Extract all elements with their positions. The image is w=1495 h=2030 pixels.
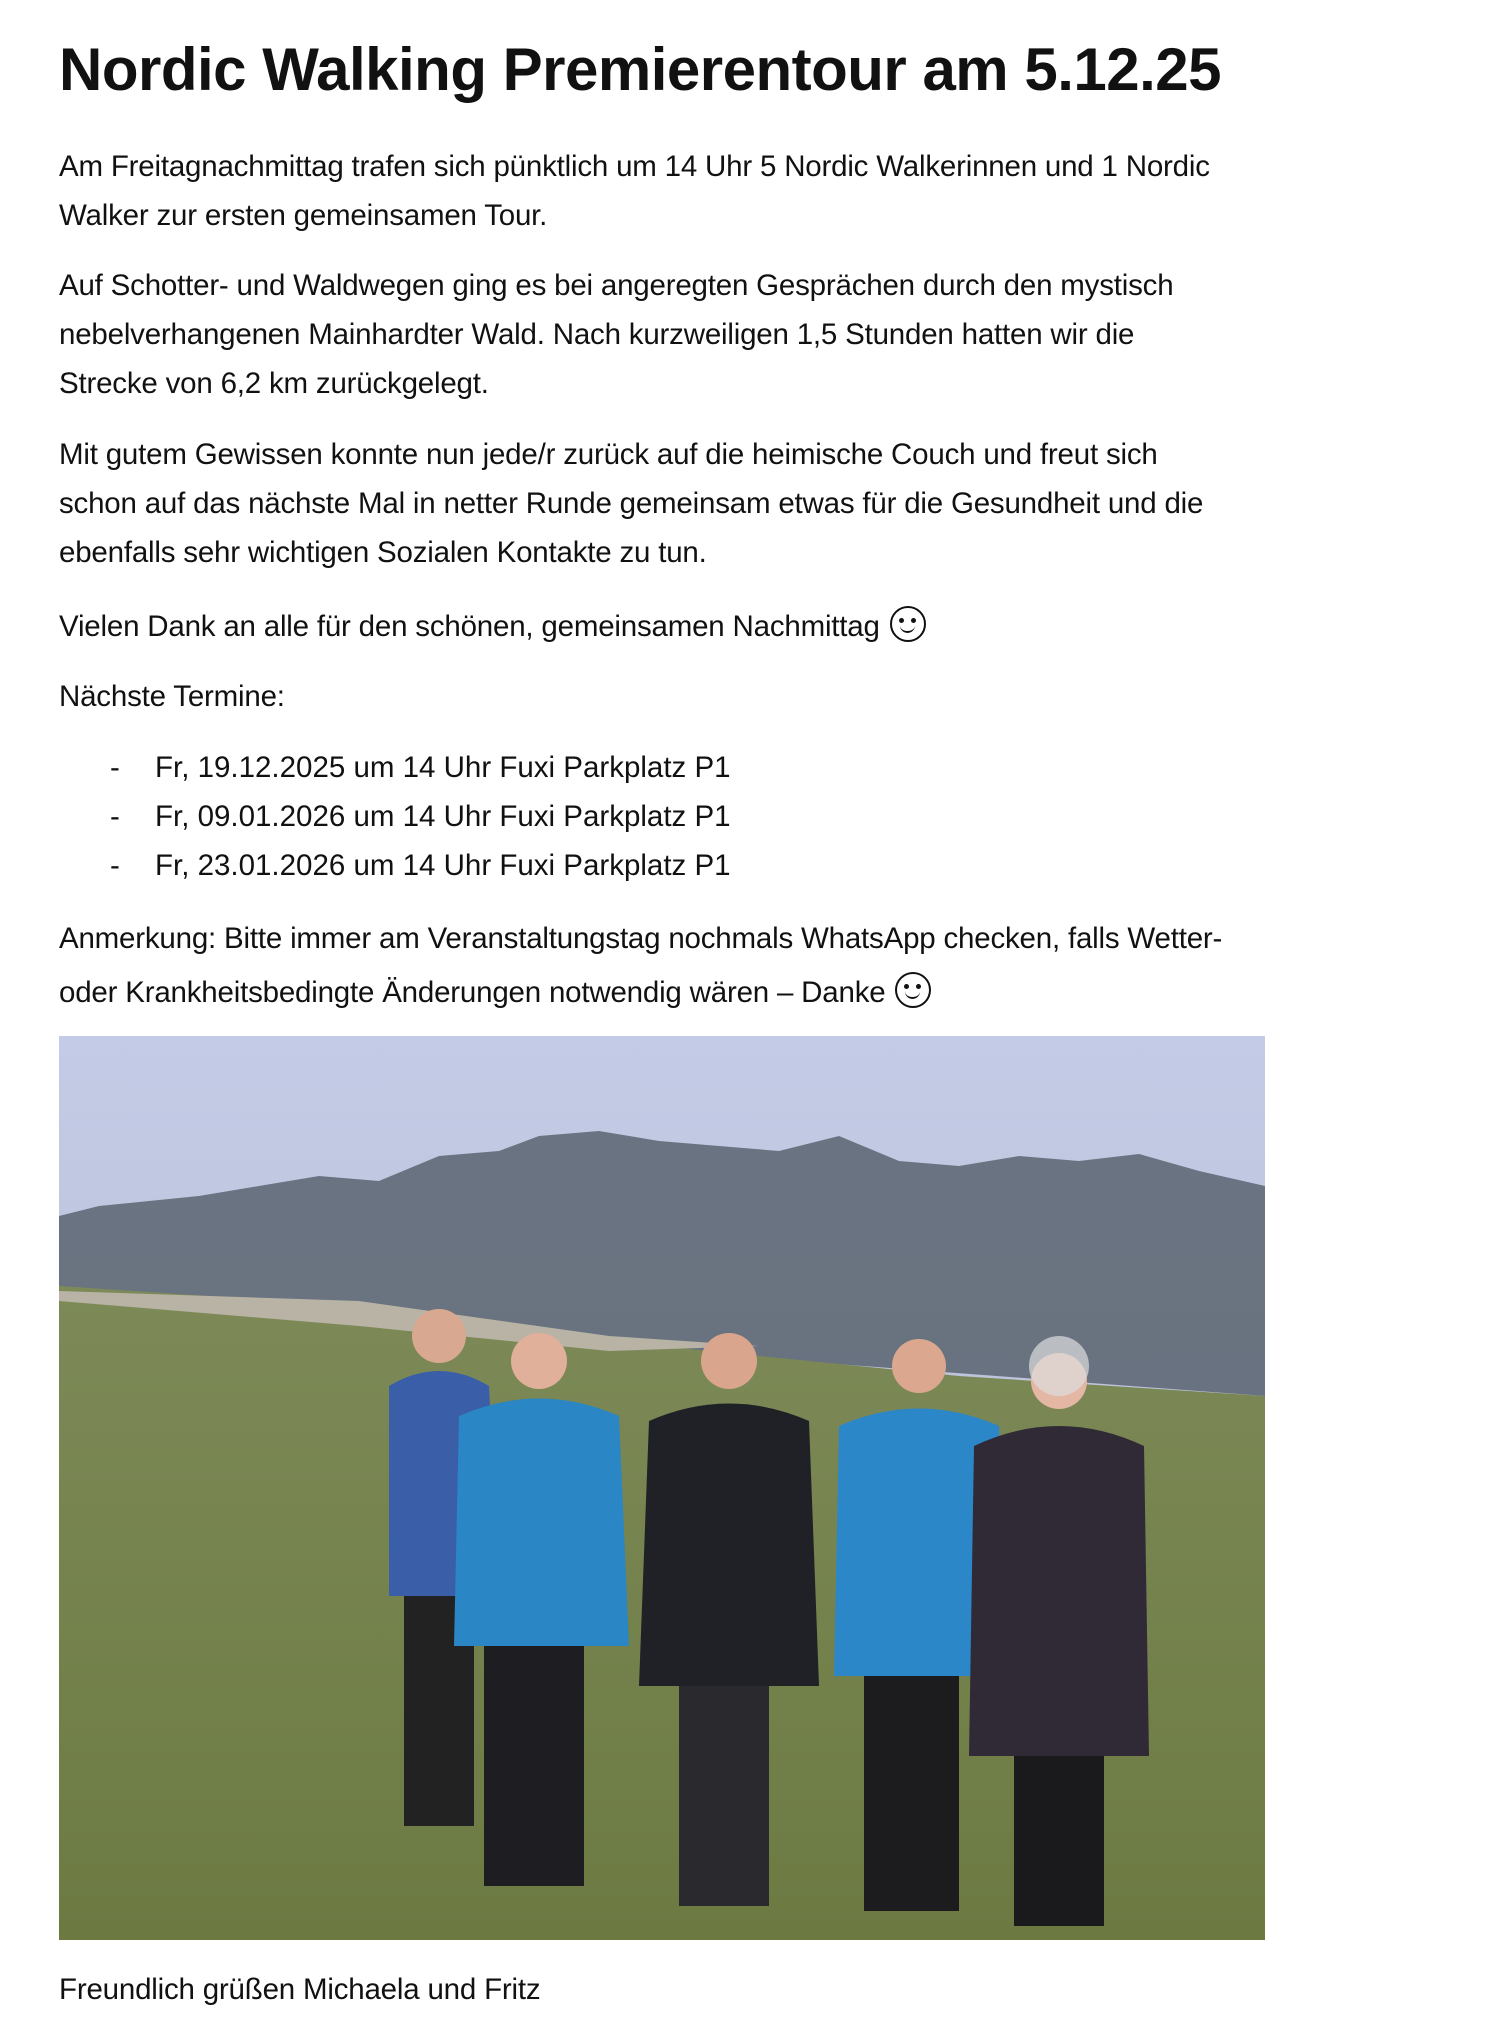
bullet: - <box>110 849 120 882</box>
winking-smiley-icon <box>890 606 926 642</box>
list-item <box>110 792 731 841</box>
text-line: ebenfalls sehr wichtigen Sozialen Kontakte zu tun. <box>59 536 707 569</box>
thanks-text: Vielen Dank an alle für den schönen, gemeinsamen Nachmittag <box>59 610 880 643</box>
next-dates-heading: Nächste Termine: <box>59 680 285 713</box>
note-paragraph <box>59 912 1222 1020</box>
list-item <box>110 841 731 890</box>
list-item <box>110 743 731 792</box>
smiley-icon <box>895 972 931 1008</box>
text-line: Am Freitagnachmittag trafen sich pünktlich um 14 Uhr 5 Nordic Walkerinnen und 1 Nordic <box>59 150 1210 183</box>
text-line: schon auf das nächste Mal in netter Runde gemeinsam etwas für die Gesundheit und die <box>59 487 1204 520</box>
paragraph-conclusion <box>59 430 1203 577</box>
bullet: - <box>110 751 120 784</box>
text-line: Anmerkung: Bitte immer am Veranstaltungstag nochmals WhatsApp checken, falls Wetter- <box>59 922 1223 955</box>
thanks-line <box>59 602 926 651</box>
note-text: oder Krankheitsbedingte Änderungen notwendig wären – Danke <box>59 976 886 1009</box>
date-text: Fr, 19.12.2025 um 14 Uhr Fuxi Parkplatz P1 <box>155 751 731 784</box>
signoff: Freundlich grüßen Michaela und Fritz <box>59 1973 541 2006</box>
text-line: Walker zur ersten gemeinsamen Tour. <box>59 199 548 232</box>
paragraph-route <box>59 261 1173 408</box>
page-title: Nordic Walking Premierentour am 5.12.25 <box>59 36 1222 103</box>
date-text: Fr, 23.01.2026 um 14 Uhr Fuxi Parkplatz P1 <box>155 849 731 882</box>
text-line <box>59 966 1222 1020</box>
text-line: Auf Schotter- und Waldwegen ging es bei angeregten Gesprächen durch den mystisch <box>59 269 1174 302</box>
text-line: Strecke von 6,2 km zurückgelegt. <box>59 367 489 400</box>
text-line: Mit gutem Gewissen konnte nun jede/r zurück auf die heimische Couch und freut sich <box>59 438 1158 471</box>
group-photo <box>59 1036 1265 1940</box>
date-text: Fr, 09.01.2026 um 14 Uhr Fuxi Parkplatz P1 <box>155 800 731 833</box>
bullet: - <box>110 800 120 833</box>
text-line: nebelverhangenen Mainhardter Wald. Nach kurzweiligen 1,5 Stunden hatten wir die <box>59 318 1135 351</box>
paragraph-intro <box>59 142 1210 240</box>
